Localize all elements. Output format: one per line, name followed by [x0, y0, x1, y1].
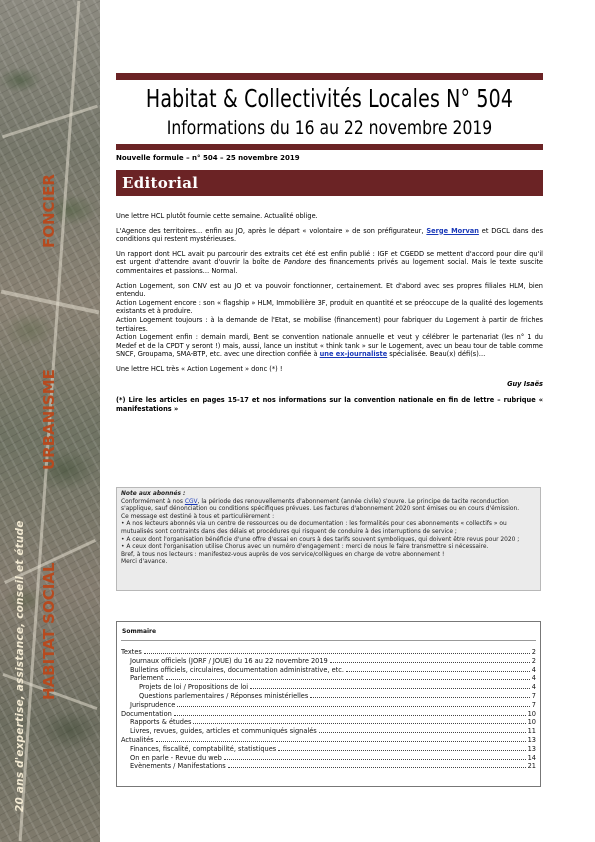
toc-entry-page: 13	[527, 735, 536, 744]
notice-line: • A ceux dont l'organisation utilise Chorus avec un numéro d'engagement : merci de nous le faire transmettre si nécessaire.	[121, 544, 489, 551]
editorial-paragraph	[116, 250, 543, 276]
notice-line: • A ceux dont l'organisation bénéficie d'une offre d'essai en cours à des tarifs souvent symboliques, qui doivent être revus pour 2020 ;	[121, 536, 520, 543]
toc-leader-dots	[330, 657, 530, 663]
toc-leader-dots	[250, 683, 530, 689]
toc-entry[interactable]	[121, 727, 536, 736]
toc-entry-label: Documentation	[121, 709, 172, 718]
toc-entry-label: Journaux officiels (JORF / JOUE) du 16 au 22 novembre 2019	[130, 656, 328, 665]
toc-entry-page: 4	[531, 665, 536, 674]
toc-leader-dots	[346, 666, 530, 672]
toc-leader-dots	[224, 754, 526, 760]
toc-entry[interactable]	[121, 701, 536, 710]
section-banner-editorial	[116, 170, 543, 196]
text-run-italic: Pandore	[283, 258, 312, 267]
toc-entry-label: Evènements / Manifestations	[130, 762, 226, 771]
toc-entry[interactable]	[121, 745, 536, 754]
editorial-paragraph	[116, 333, 543, 359]
toc-entry-label: Bulletins officiels, circulaires, documentation administrative, etc.	[130, 665, 344, 674]
text-run: Un rapport dont HCL avait pu parcourir des extraits cet été est enfin publié : IGF et CGEDD se mettent d'accord pour dire qu'il est urgent d'attendre avant d'ouvrir la boîte de	[116, 249, 543, 267]
toc-leader-dots	[228, 762, 526, 768]
editorial-paragraph: Action Logement, son CNV est au JO et va pouvoir fonctionner, certainement. Et d'abord avec ses propres filiales HLM, bien entendu.	[116, 281, 543, 299]
text-run: Conformément à nos	[121, 498, 185, 505]
toc-entry-page: 13	[527, 744, 536, 753]
toc-entry-page: 10	[527, 709, 536, 718]
toc-entry-label: Parlement	[130, 674, 164, 683]
toc-entry[interactable]	[121, 736, 536, 745]
notice-heading: Note aux abonnés :	[121, 491, 186, 497]
toc-entry-label: Jurisprudence	[130, 700, 176, 709]
aerial-photo-strip	[0, 0, 100, 842]
toc-entry-page: 4	[531, 683, 536, 692]
side-label-foncier: FONCIER	[40, 174, 58, 248]
side-label-habitat-social: HABITAT SOCIAL	[40, 562, 58, 700]
text-run: , la période des renouvellements d'abonnement (année civile) s'ouvre. Le principe de tacite reconduction s'applique, sauf dénonciation ou conditions spécifiques prévues. Les factures d'abonnement 2020 sont émises ou en cours d'émission.	[121, 498, 520, 513]
toc-leader-dots	[193, 718, 525, 724]
toc-leader-dots	[156, 736, 526, 742]
toc-entry-page: 4	[531, 674, 536, 683]
toc-leader-dots	[177, 701, 530, 707]
notice-line: Ce message est destiné à tous et particulièrement :	[121, 513, 275, 520]
toc-entry[interactable]	[121, 718, 536, 727]
toc-leader-dots	[319, 727, 526, 733]
toc-entry[interactable]	[121, 754, 536, 763]
toc-leader-dots	[310, 692, 529, 698]
toc-entry-label: Projets de loi / Propositions de loi	[139, 683, 249, 692]
header-top-rule	[116, 73, 543, 80]
toc-entry-page: 21	[527, 762, 536, 771]
toc-entry-page: 10	[527, 718, 536, 727]
page-title: Habitat & Collectivités Locales N° 504	[145, 84, 514, 113]
toc-entry-page: 14	[527, 753, 536, 762]
notice-line: Merci d'avance.	[121, 559, 168, 566]
notice-line: Bref, à tous nos lecteurs : manifestez-vous auprès de vos service/collègues en charge de votre abonnement !	[121, 551, 445, 558]
header-bottom-rule	[116, 144, 543, 150]
toc-divider	[121, 640, 536, 641]
toc-entry[interactable]	[121, 657, 536, 666]
editorial-paragraph: Une lettre HCL très « Action Logement » donc (*) !	[116, 364, 283, 373]
text-run: Action Logement enfin : demain mardi, Bent se convention nationale annuelle et veut y célébrer le partenariat (les n° 1 du Medef et de la CPDT y seront !) mais, aussi, lance un institut « think tank » sur le Logement, avec un beau tour de table comme SNCF, Groupama, SMA-BTP, etc. avec une direction confiée à	[116, 333, 543, 359]
toc-entry-label: Rapports & études	[130, 718, 192, 727]
toc-leader-dots	[144, 648, 530, 654]
toc-entry-label: Textes	[121, 648, 142, 656]
page-subtitle: Informations du 16 au 22 novembre 2019	[166, 117, 493, 139]
footnote: (*) Lire les articles en pages 15-17 et nos informations sur la convention nationale en fin de lettre – rubrique « manifestations »	[116, 396, 543, 413]
side-tagline: 20 ans d'expertise, assistance, conseil et étude	[14, 520, 26, 812]
toc-entry-label: Finances, fiscalité, comptabilité, statistiques	[130, 744, 277, 753]
link-cgv[interactable]: CGV	[184, 498, 198, 505]
toc-entry[interactable]	[121, 710, 536, 719]
editorial-paragraph	[116, 227, 543, 244]
toc-entry-label: Livres, revues, guides, articles et communiqués signalés	[130, 727, 317, 736]
toc-rows	[121, 648, 536, 771]
toc-entry-page: 2	[531, 648, 536, 656]
editorial-paragraph: Action Logement encore : son « flagship » HLM, Immobilière 3F, produit en quantité et se préoccupe de la qualité des logements existants et à produire.	[116, 298, 543, 316]
toc-entry-label: Questions parlementaires / Réponses ministérielles	[139, 691, 309, 700]
toc-entry[interactable]	[121, 648, 536, 657]
editorial-body	[116, 212, 543, 419]
toc-entry[interactable]	[121, 666, 536, 675]
table-of-contents	[116, 621, 541, 787]
editorial-paragraph: Action Logement toujours : à la demande de l'Etat, se mobilise (financement) pour fabriquer du Logement à partir de friches tertiaires.	[116, 315, 543, 333]
toc-entry[interactable]	[121, 683, 536, 692]
subscriber-notice-box	[116, 487, 541, 591]
toc-entry-page: 2	[531, 656, 536, 665]
section-title: Editorial	[122, 174, 199, 192]
toc-entry[interactable]	[121, 692, 536, 701]
toc-leader-dots	[278, 745, 525, 751]
link-ex-journaliste[interactable]: une ex-journaliste	[319, 350, 388, 359]
notice-line: • A nos lecteurs abonnés via un centre de ressources ou de documentation : les formalités pour ces abonnements « collectifs » ou mutualisés sont contraints dans des délais et procédures qui risquent de conduire à des interruptions de service ;	[121, 521, 507, 535]
toc-entry-page: 11	[527, 727, 536, 736]
toc-leader-dots	[166, 674, 530, 680]
toc-entry-label: On en parle - Revue du web	[130, 753, 222, 762]
toc-leader-dots	[174, 710, 526, 716]
toc-entry-page: 7	[531, 700, 536, 709]
link-serge-morvan[interactable]: Serge Morvan	[426, 226, 479, 235]
toc-entry-page: 7	[531, 691, 536, 700]
toc-entry-label: Actualités	[121, 735, 154, 744]
toc-heading: Sommaire	[122, 628, 157, 635]
side-label-urbanisme: URBANISME	[40, 369, 58, 470]
text-run: des financements privés au logement social. Mais le texte suscite commentaires et passions… Normal.	[116, 258, 543, 275]
toc-entry[interactable]	[121, 674, 536, 683]
text-run: spécialisée. Beau(x) défi(s)…	[387, 350, 486, 359]
text-run: L'Agence des territoires… enfin au JO, après le départ « volontaire » de son préfigurateur,	[116, 226, 427, 235]
text-run: et DGCL dans des conditions qui restent mystérieuses.	[116, 226, 544, 244]
issue-line: Nouvelle formule – n° 504 – 25 novembre 2019	[116, 154, 300, 162]
signature: Guy Isaës	[507, 379, 543, 388]
editorial-paragraph: Une lettre HCL plutôt fournie cette semaine. Actualité oblige.	[116, 212, 318, 220]
notice-line	[121, 499, 536, 514]
toc-entry[interactable]	[121, 762, 536, 771]
